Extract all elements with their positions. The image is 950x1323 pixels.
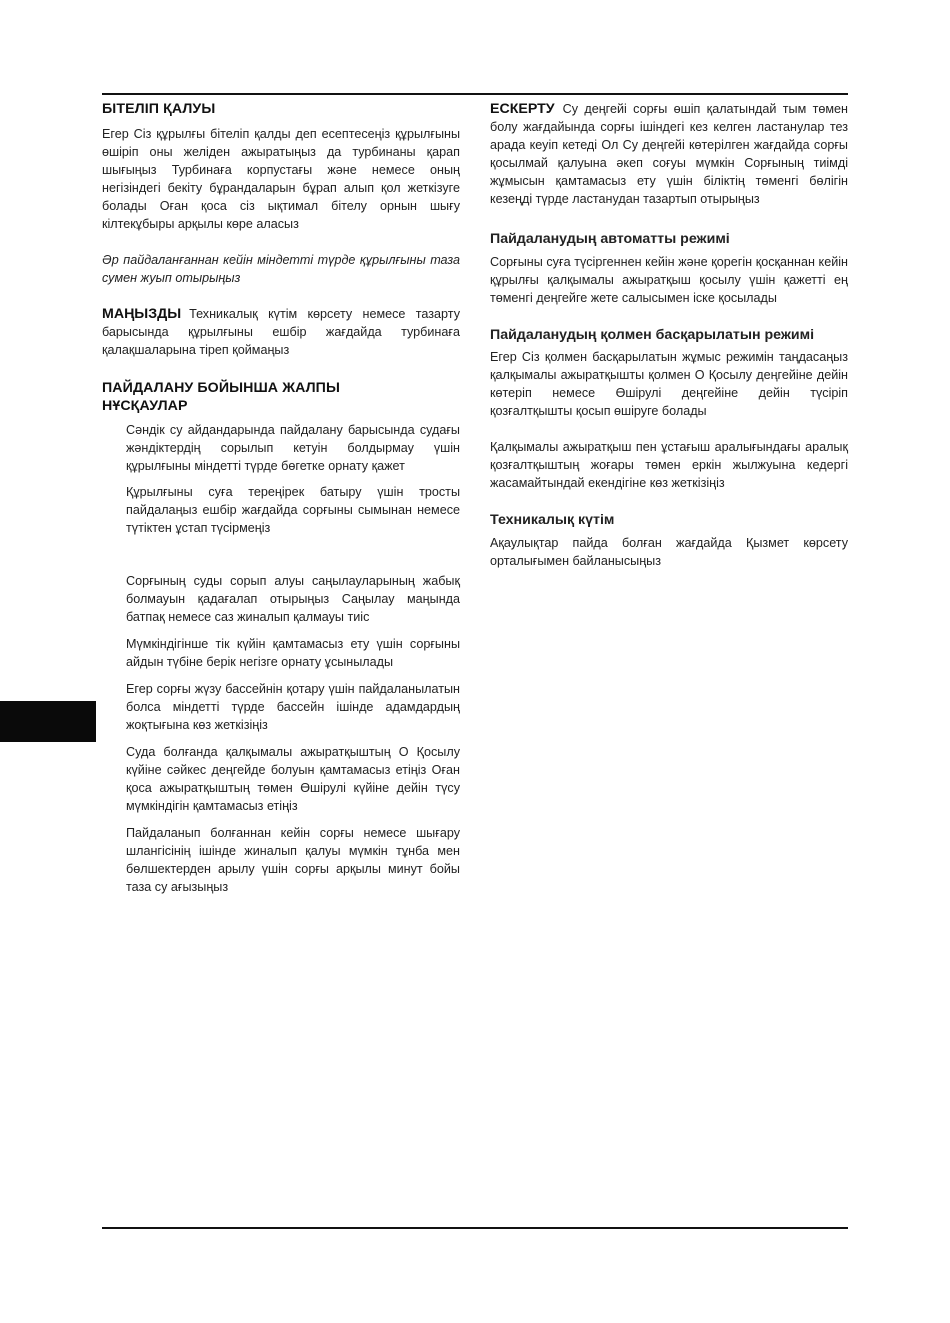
- list-item: Суда болғанда қалқымалы ажыратқыштың О Қосылу күйіне сәйкес деңгейде болуын қамтамасыз етіңіз Оған қоса ажыратқыштың төмен Өшірулі күйіне дейін түсу мүмкіндігін қамтамасыз етіңіз: [126, 745, 460, 813]
- list-item: Пайдаланып болғаннан кейін сорғы немесе шығару шлангісінің ішінде жиналып қалуы мүмкін тұнба мен бөлшектерден арылу үшін сорғы арқылы минут бойы таза су ағызыңыз: [126, 826, 460, 894]
- warning-text: Су деңгейі сорғы өшіп қалатындай тым төмен болу жағдайында сорғы ішіндегі кез келген ластанулар тез арада кеуіп кетеді Ол Су деңгейі көтерілген жағдайда сорғы қосылмай қалуына әкеп соғуы мүмкін Сорғының тиімді жұмысын қамтамасыз ету үшін біліктің төменгі бөлігін кезеңді түрде ластанудан тазартып отырыңыз: [490, 102, 848, 206]
- important-paragraph: [102, 305, 460, 359]
- warning-label: ЕСКЕРТУ: [490, 101, 555, 117]
- important-text: Техникалық күтім көрсету немесе тазарту барысында құрылғыны ешбір жағдайда турбинаға қалақшаларына тіреп қоймаңыз: [102, 307, 460, 357]
- important-label: МАҢЫЗДЫ: [102, 306, 182, 322]
- blockage-paragraph: Егер Сіз құрылғы бітеліп қалды деп есептесеңіз құрылғыны өшіріп оны желіден ажыратыңыз да турбинаны қарап шығыңыз Турбинаға корпустағы және немесе оның негізіндегі бекіту бұрандаларын бұрап алып қол жеткізуге болады Оған қоса сіз ықтимал бітелу орнын шығу кілтекұбыры арқылы көре аласыз: [102, 127, 460, 231]
- left-column: [102, 100, 460, 896]
- bottom-rule: [102, 1227, 848, 1229]
- manual-mode-paragraph-2: Қалқымалы ажыратқыш пен ұстағыш аралығындағы аралық қозғалтқыштың жоғары төмен еркін жылжуына кедергі жасамайтындай екендігіне көз жеткізіңіз: [490, 440, 848, 490]
- manual-mode-heading: Пайдаланудың қолмен басқарылатын режимі: [490, 327, 815, 343]
- general-instructions-list: [102, 421, 460, 896]
- blockage-heading: БІТЕЛІП ҚАЛУЫ: [102, 101, 216, 117]
- list-item: Сорғының суды сорып алуы саңылауларының жабық болмауын қадағалап отырыңыз Саңылау маңында батпақ немесе саз жиналып қалмауы тиіс: [126, 574, 460, 624]
- list-item: Сәндік су айдандарында пайдалану барысында судағы жәндіктердің сорылып кетуін болдырмау үшін құрылғыны міндетті түрде бөгетке орнату қажет: [126, 423, 460, 473]
- right-column: [490, 100, 848, 570]
- general-instructions-heading: ПАЙДАЛАНУ БОЙЫНША ЖАЛПЫ НҰСҚАУЛАР: [102, 380, 340, 414]
- auto-mode-paragraph: Сорғыны суға түсіргеннен кейін және қорегін қосқаннан кейін құрылғы қалқымалы ажыратқыш қосылу үшін қажетті ең төменгі деңгейге жете салысымен іске қосылады: [490, 255, 848, 305]
- rinse-note: Әр пайдаланғаннан кейін міндетті түрде құрылғыны таза сумен жуып отырыңыз: [102, 253, 460, 285]
- list-item: Егер сорғы жүзу бассейнін қотару үшін пайдаланылатын болса міндетті түрде бассейн ішінде адамдардың жоқтығына көз жеткізіңіз: [126, 682, 460, 732]
- auto-mode-heading: Пайдаланудың автоматты режимі: [490, 231, 730, 247]
- list-item: Мүмкіндігінше тік күйін қамтамасыз ету үшін сорғыны айдын түбіне берік негізге орнату ұсынылады: [126, 637, 460, 669]
- top-rule: [102, 93, 848, 95]
- maintenance-paragraph: Ақаулықтар пайда болған жағдайда Қызмет көрсету орталығымен байланысыңыз: [490, 536, 848, 568]
- warning-paragraph: [490, 100, 848, 208]
- list-item: Құрылғыны суға тереңірек батыру үшін тросты пайдалаңыз ешбір жағдайда сорғыны сымынан немесе түтіктен ұстап түсірмеңіз: [126, 485, 460, 535]
- manual-mode-paragraph-1: Егер Сіз қолмен басқарылатын жұмыс режимін таңдасаңыз қалқымалы ажыратқышты қолмен О Қосылу деңгейіне дейін көтеріп немесе Өшірулі деңгейіне дейін түсіріп қозғалтқышты қосып өшіруге болады: [490, 350, 848, 418]
- maintenance-heading: Техникалық күтім: [490, 512, 615, 528]
- section-tab-marker: [0, 701, 96, 742]
